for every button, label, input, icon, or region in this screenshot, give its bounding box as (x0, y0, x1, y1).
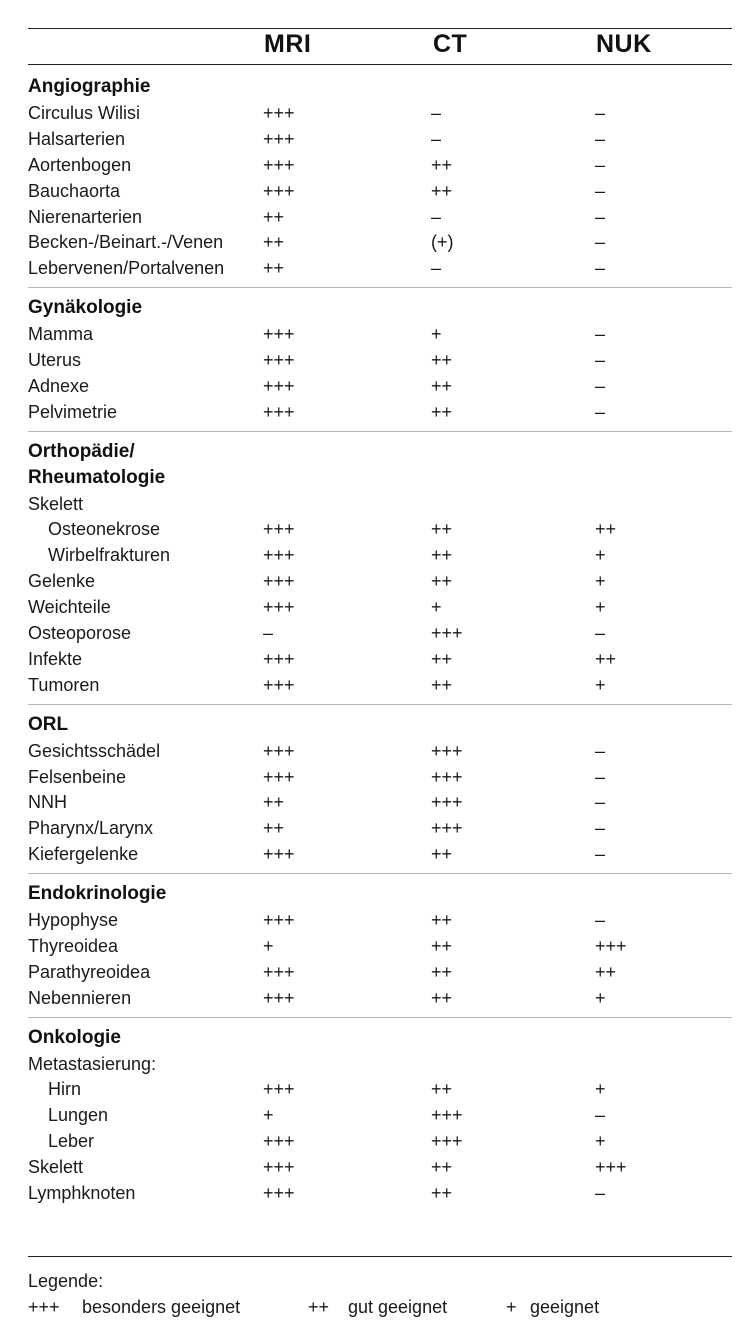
mri-rating: +++ (263, 401, 295, 422)
row-label: Pelvimetrie (28, 401, 118, 422)
mri-rating: +++ (263, 844, 295, 865)
row-label: Nierenarterien (28, 206, 143, 227)
mri-rating: +++ (263, 740, 295, 761)
mri-rating: +++ (263, 1157, 295, 1178)
table-row (28, 491, 732, 517)
table-row (28, 178, 732, 204)
ct-rating: ++ (431, 1079, 453, 1100)
ct-rating: +++ (431, 623, 463, 643)
column-header-mri: MRI (264, 30, 312, 58)
nuk-rating: – (595, 818, 606, 839)
nuk-rating: – (595, 324, 606, 345)
column-header-ct: CT (433, 30, 468, 58)
section-title: Angiographie (28, 76, 151, 97)
row-label: Thyreoidea (28, 935, 119, 956)
table-row (28, 1102, 732, 1128)
row-label: Pharynx/Larynx (28, 818, 154, 839)
row-label: Osteonekrose (48, 519, 161, 540)
section-title: Endokrinologie (28, 883, 167, 905)
mri-rating: +++ (263, 545, 295, 566)
legend-symbol-suitable: + (506, 1297, 517, 1317)
row-label: Felsenbeine (28, 766, 127, 787)
mri-rating: ++ (263, 206, 285, 227)
legend-text-very-suitable: besonders geeignet (82, 1297, 241, 1317)
top-rule (28, 28, 732, 29)
nuk-rating: + (595, 1079, 606, 1100)
table-row (28, 1076, 732, 1102)
row-label: Skelett (28, 493, 84, 514)
table-row (28, 620, 732, 646)
mri-rating: +++ (263, 910, 295, 930)
section-title: Gynäkologie (28, 297, 143, 319)
nuk-rating: – (595, 910, 606, 930)
table-row (28, 672, 732, 698)
mri-rating: + (263, 1105, 274, 1126)
table-row (28, 907, 732, 933)
nuk-rating: +++ (595, 935, 627, 956)
nuk-rating: – (595, 623, 606, 643)
row-label: Leber (48, 1131, 95, 1152)
nuk-rating: ++ (595, 648, 617, 669)
table-row (28, 1051, 732, 1077)
ct-rating: + (431, 324, 442, 345)
table-row (28, 516, 732, 542)
legend-symbol-well-suitable: ++ (308, 1297, 330, 1317)
mri-rating: +++ (263, 674, 295, 695)
row-label: Bauchaorta (28, 180, 121, 201)
nuk-rating: – (595, 401, 606, 422)
nuk-rating: – (595, 154, 606, 175)
ct-rating: ++ (431, 571, 453, 592)
mri-rating: ++ (263, 232, 285, 253)
bottom-rule (28, 1256, 732, 1257)
ct-rating: ++ (431, 910, 453, 930)
nuk-rating: – (595, 180, 606, 201)
row-label: Infekte (28, 648, 83, 669)
table-row (28, 789, 732, 815)
table-row (28, 542, 732, 568)
row-label: Hypophyse (28, 910, 119, 930)
row-label: Becken-/Beinart.-/Venen (28, 232, 224, 253)
row-label: Uterus (28, 350, 82, 370)
legend-text-well-suitable: gut geeignet (348, 1297, 448, 1317)
section-divider (28, 1017, 732, 1018)
table-row (28, 594, 732, 620)
row-label: Aortenbogen (28, 154, 132, 175)
ct-rating: ++ (431, 1157, 453, 1178)
row-label: Lebervenen/Portalvenen (28, 258, 225, 279)
mri-rating: +++ (263, 519, 295, 540)
section-title: Orthopädie/ (28, 440, 135, 462)
table-row (28, 738, 732, 764)
table-row (28, 373, 732, 399)
nuk-rating: – (595, 232, 606, 253)
ct-rating: ++ (431, 401, 453, 422)
row-label: Gesichtsschädel (28, 740, 161, 761)
row-label: Mamma (28, 324, 94, 345)
ct-rating: +++ (431, 1131, 463, 1152)
legend-symbol-very-suitable: +++ (28, 1297, 60, 1317)
nuk-rating: – (595, 844, 606, 865)
table-row (28, 204, 732, 230)
ct-rating: ++ (431, 375, 453, 396)
mri-rating: +++ (263, 766, 295, 787)
row-label: Parathyreoidea (28, 961, 151, 982)
ct-rating: +++ (431, 818, 463, 839)
nuk-rating: – (595, 792, 606, 813)
ct-rating: +++ (431, 1105, 463, 1126)
ct-rating: ++ (431, 987, 453, 1008)
mri-rating: +++ (263, 648, 295, 669)
table-row (28, 152, 732, 178)
nuk-rating: + (595, 545, 606, 566)
ct-rating: ++ (431, 545, 453, 566)
nuk-rating: – (595, 740, 606, 761)
section-divider (28, 431, 732, 432)
legend-items (28, 1294, 732, 1320)
nuk-rating: + (595, 674, 606, 695)
row-label: NNH (28, 792, 67, 813)
mri-rating: ++ (263, 792, 285, 813)
nuk-rating: – (595, 102, 606, 123)
ct-rating: ++ (431, 350, 453, 370)
row-label: Gelenke (28, 571, 96, 592)
row-label: Nebennieren (28, 987, 132, 1008)
row-label: Metastasierung: (28, 1053, 157, 1074)
nuk-rating: ++ (595, 961, 617, 982)
mri-rating: +++ (263, 180, 295, 201)
row-label: Lymphknoten (28, 1183, 136, 1203)
section-title: ORL (28, 713, 69, 735)
row-label: Tumoren (28, 674, 100, 695)
ct-rating: – (431, 206, 442, 227)
column-header-nuk: NUK (596, 30, 652, 58)
ct-rating: ++ (431, 1183, 453, 1203)
ct-rating: ++ (431, 154, 453, 175)
nuk-rating: – (595, 1105, 606, 1126)
mri-rating: – (263, 623, 274, 643)
table-row (28, 100, 732, 126)
section-divider (28, 704, 732, 705)
table-row (28, 646, 732, 672)
header-rule (28, 64, 732, 65)
table-row (28, 321, 732, 347)
section-divider (28, 287, 732, 288)
mri-rating: +++ (263, 375, 295, 396)
nuk-rating: + (595, 987, 606, 1008)
ct-rating: ++ (431, 674, 453, 695)
row-label: Weichteile (28, 597, 111, 618)
legend-text-suitable: geeignet (530, 1297, 600, 1317)
row-label: Skelett (28, 1157, 84, 1178)
nuk-rating: – (595, 766, 606, 787)
ct-rating: ++ (431, 648, 453, 669)
ct-rating: + (431, 597, 442, 618)
ct-rating: – (431, 102, 442, 123)
nuk-rating: ++ (595, 519, 617, 540)
table-row (28, 126, 732, 152)
ct-rating: ++ (431, 844, 453, 865)
nuk-rating: +++ (595, 1157, 627, 1178)
row-label: Circulus Wilisi (28, 102, 140, 123)
nuk-rating: + (595, 597, 606, 618)
ct-rating: – (431, 128, 442, 149)
nuk-rating: – (595, 375, 606, 396)
mri-rating: +++ (263, 1131, 295, 1152)
table-row (28, 399, 732, 425)
mri-rating: +++ (263, 154, 295, 175)
nuk-rating: – (595, 206, 606, 227)
legend-title: Legende: (28, 1271, 104, 1291)
ct-rating: +++ (431, 792, 463, 813)
row-label: Osteoporose (28, 623, 132, 643)
nuk-rating: – (595, 1183, 606, 1203)
ct-rating: ++ (431, 519, 453, 540)
section-title: Rheumatologie (28, 466, 166, 488)
mri-rating: +++ (263, 961, 295, 982)
mri-rating: ++ (263, 258, 285, 279)
ct-rating: – (431, 258, 442, 279)
nuk-rating: + (595, 1131, 606, 1152)
table-row (28, 933, 732, 959)
table-row (28, 229, 732, 255)
mri-rating: ++ (263, 818, 285, 839)
ct-rating: +++ (431, 766, 463, 787)
mri-rating: +++ (263, 350, 295, 370)
table-row (28, 985, 732, 1011)
table-row (28, 1128, 732, 1154)
table-row (28, 959, 732, 985)
ct-rating: ++ (431, 180, 453, 201)
table-row (28, 1154, 732, 1180)
table-row (28, 764, 732, 790)
ct-rating: (+) (431, 232, 454, 253)
row-label: Hirn (48, 1079, 82, 1100)
ct-rating: ++ (431, 935, 453, 956)
row-label: Kiefergelenke (28, 844, 139, 865)
mri-rating: +++ (263, 1079, 295, 1100)
ct-rating: +++ (431, 740, 463, 761)
mri-rating: +++ (263, 128, 295, 149)
section-title: Onkologie (28, 1026, 121, 1048)
mri-rating: +++ (263, 102, 295, 123)
table-row (28, 841, 732, 867)
table-row (28, 347, 732, 373)
section-divider (28, 873, 732, 874)
table-row (28, 815, 732, 841)
ct-rating: ++ (431, 961, 453, 982)
nuk-rating: – (595, 258, 606, 279)
row-label: Adnexe (28, 375, 90, 396)
mri-rating: +++ (263, 1183, 295, 1203)
row-label: Wirbelfrakturen (48, 545, 171, 566)
table-row (28, 255, 732, 281)
nuk-rating: + (595, 571, 606, 592)
table-row (28, 568, 732, 594)
table-row (28, 1180, 732, 1206)
mri-rating: + (263, 935, 274, 956)
nuk-rating: – (595, 128, 606, 149)
mri-rating: +++ (263, 571, 295, 592)
row-label: Halsarterien (28, 128, 126, 149)
nuk-rating: – (595, 350, 606, 370)
mri-rating: +++ (263, 324, 295, 345)
mri-rating: +++ (263, 987, 295, 1008)
row-label: Lungen (48, 1105, 109, 1126)
mri-rating: +++ (263, 597, 295, 618)
